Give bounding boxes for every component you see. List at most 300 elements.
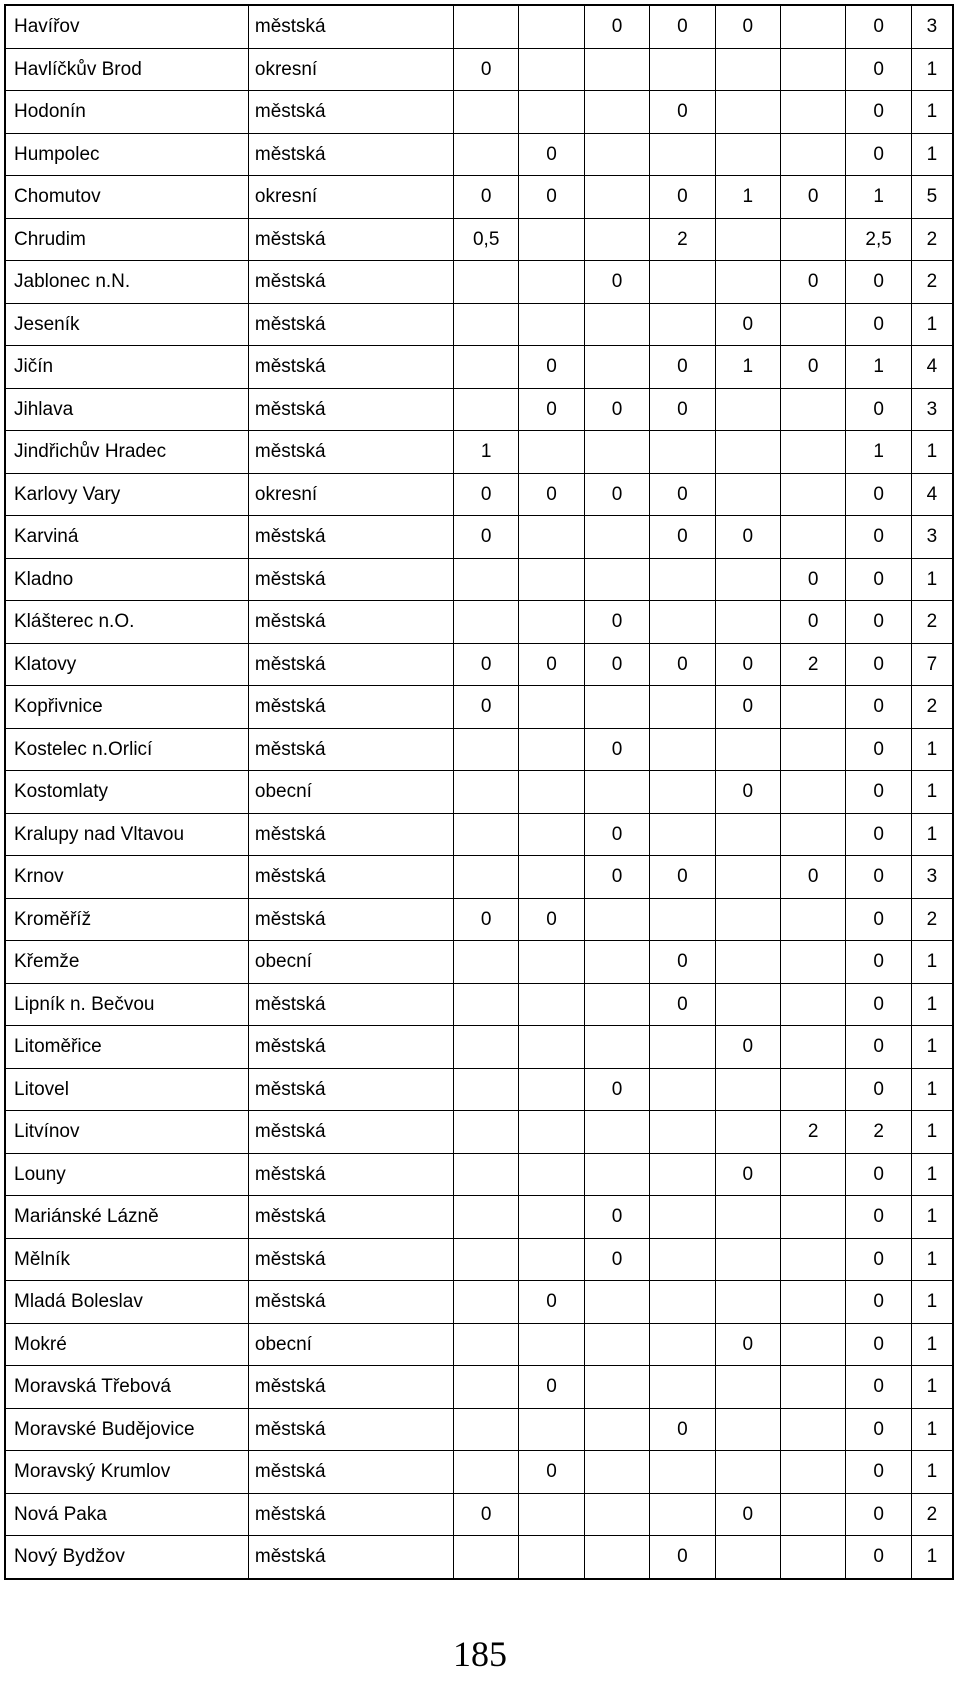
row-value-cell	[519, 1493, 584, 1536]
table-row	[5, 1408, 953, 1451]
row-type: městská	[248, 1451, 453, 1494]
row-value-cell	[715, 558, 780, 601]
row-value-cell: 2	[781, 643, 846, 686]
table-row	[5, 1536, 953, 1579]
row-value-cell	[453, 1238, 518, 1281]
table-row	[5, 1238, 953, 1281]
row-value-cell	[519, 728, 584, 771]
row-value-cell	[519, 941, 584, 984]
row-value-cell: 0	[846, 1536, 911, 1579]
row-value-cell: 1	[715, 176, 780, 219]
row-value-cell	[519, 1111, 584, 1154]
row-value-cell	[650, 728, 715, 771]
row-value-cell	[650, 1281, 715, 1324]
row-value-cell	[519, 1068, 584, 1111]
row-value-cell	[453, 1323, 518, 1366]
row-value-cell: 0	[846, 1068, 911, 1111]
row-value-cell	[584, 133, 649, 176]
row-value-cell	[781, 48, 846, 91]
row-name: Jablonec n.N.	[5, 261, 248, 304]
row-type: okresní	[248, 176, 453, 219]
row-value-cell	[519, 601, 584, 644]
row-value-cell: 0	[846, 473, 911, 516]
table-row	[5, 1323, 953, 1366]
row-total-cell: 3	[911, 388, 953, 431]
row-value-cell: 0	[715, 1153, 780, 1196]
row-total-cell: 2	[911, 898, 953, 941]
row-value-cell	[781, 813, 846, 856]
row-value-cell: 0	[519, 898, 584, 941]
row-value-cell: 0	[781, 176, 846, 219]
row-value-cell	[781, 303, 846, 346]
row-total-cell: 2	[911, 1493, 953, 1536]
row-value-cell	[781, 1026, 846, 1069]
row-value-cell: 0	[846, 1493, 911, 1536]
row-value-cell	[453, 601, 518, 644]
row-name: Havířov	[5, 5, 248, 48]
row-type: městská	[248, 813, 453, 856]
row-value-cell: 0	[715, 771, 780, 814]
table-row	[5, 516, 953, 559]
row-value-cell	[453, 1196, 518, 1239]
row-value-cell	[584, 1026, 649, 1069]
row-value-cell: 0	[846, 91, 911, 134]
row-value-cell	[715, 1111, 780, 1154]
row-value-cell: 0	[519, 388, 584, 431]
row-value-cell	[715, 218, 780, 261]
row-value-cell: 0	[715, 516, 780, 559]
table-row	[5, 1068, 953, 1111]
row-total-cell: 1	[911, 728, 953, 771]
row-value-cell	[519, 303, 584, 346]
row-value-cell	[781, 728, 846, 771]
row-value-cell: 0	[846, 303, 911, 346]
row-total-cell: 3	[911, 516, 953, 559]
row-value-cell	[715, 431, 780, 474]
row-value-cell	[781, 388, 846, 431]
row-value-cell: 0	[519, 176, 584, 219]
row-value-cell	[650, 771, 715, 814]
row-value-cell: 0	[846, 133, 911, 176]
row-value-cell	[453, 133, 518, 176]
row-type: městská	[248, 1536, 453, 1579]
row-value-cell	[584, 898, 649, 941]
row-value-cell	[650, 1153, 715, 1196]
row-value-cell: 0	[519, 1451, 584, 1494]
row-value-cell	[584, 48, 649, 91]
row-value-cell	[453, 1536, 518, 1579]
row-total-cell: 7	[911, 643, 953, 686]
table-row	[5, 898, 953, 941]
table-row	[5, 473, 953, 516]
row-total-cell: 3	[911, 5, 953, 48]
row-type: městská	[248, 1281, 453, 1324]
row-value-cell	[519, 516, 584, 559]
row-value-cell: 0	[650, 91, 715, 134]
row-name: Kroměříž	[5, 898, 248, 941]
row-value-cell	[519, 983, 584, 1026]
row-value-cell: 0	[650, 388, 715, 431]
row-value-cell	[715, 1366, 780, 1409]
row-value-cell	[781, 1451, 846, 1494]
row-value-cell	[781, 431, 846, 474]
row-value-cell	[519, 431, 584, 474]
row-value-cell	[715, 856, 780, 899]
row-value-cell: 0	[453, 1493, 518, 1536]
row-value-cell: 0	[846, 1196, 911, 1239]
row-name: Mělník	[5, 1238, 248, 1281]
row-value-cell	[781, 1536, 846, 1579]
row-value-cell	[650, 813, 715, 856]
row-value-cell	[781, 473, 846, 516]
row-value-cell	[650, 1111, 715, 1154]
table-row	[5, 48, 953, 91]
row-value-cell: 0	[650, 473, 715, 516]
row-type: městská	[248, 1196, 453, 1239]
row-value-cell: 0	[453, 686, 518, 729]
row-value-cell: 2	[781, 1111, 846, 1154]
row-type: městská	[248, 303, 453, 346]
row-value-cell	[781, 771, 846, 814]
row-total-cell: 1	[911, 558, 953, 601]
row-value-cell	[715, 1408, 780, 1451]
row-value-cell	[453, 558, 518, 601]
row-value-cell: 0	[781, 346, 846, 389]
row-type: okresní	[248, 48, 453, 91]
row-type: městská	[248, 983, 453, 1026]
row-value-cell	[781, 1281, 846, 1324]
row-value-cell	[519, 218, 584, 261]
row-value-cell	[453, 983, 518, 1026]
row-value-cell	[453, 1111, 518, 1154]
row-name: Kopřivnice	[5, 686, 248, 729]
row-name: Chomutov	[5, 176, 248, 219]
row-total-cell: 1	[911, 133, 953, 176]
row-total-cell: 5	[911, 176, 953, 219]
row-value-cell	[781, 1196, 846, 1239]
row-type: městská	[248, 856, 453, 899]
row-value-cell: 0	[846, 388, 911, 431]
row-total-cell: 2	[911, 218, 953, 261]
row-total-cell: 1	[911, 983, 953, 1026]
row-value-cell: 1	[715, 346, 780, 389]
row-value-cell	[781, 1493, 846, 1536]
row-value-cell	[715, 1451, 780, 1494]
row-value-cell	[715, 133, 780, 176]
table-row	[5, 1451, 953, 1494]
row-value-cell	[584, 176, 649, 219]
row-type: městská	[248, 261, 453, 304]
row-value-cell	[650, 431, 715, 474]
row-value-cell: 0	[453, 48, 518, 91]
row-name: Louny	[5, 1153, 248, 1196]
row-type: městská	[248, 686, 453, 729]
row-value-cell	[781, 898, 846, 941]
row-total-cell: 3	[911, 856, 953, 899]
row-value-cell: 0	[715, 643, 780, 686]
row-value-cell	[453, 856, 518, 899]
table-row	[5, 91, 953, 134]
row-value-cell: 0	[781, 601, 846, 644]
table-row	[5, 5, 953, 48]
row-value-cell	[715, 1196, 780, 1239]
row-value-cell	[715, 601, 780, 644]
row-value-cell: 0	[650, 983, 715, 1026]
row-type: obecní	[248, 941, 453, 984]
row-value-cell	[453, 261, 518, 304]
row-value-cell	[519, 813, 584, 856]
table-row	[5, 983, 953, 1026]
row-name: Klatovy	[5, 643, 248, 686]
row-name: Hodonín	[5, 91, 248, 134]
row-name: Litovel	[5, 1068, 248, 1111]
row-value-cell: 0	[846, 1366, 911, 1409]
row-name: Havlíčkův Brod	[5, 48, 248, 91]
row-value-cell	[584, 1111, 649, 1154]
row-value-cell: 0	[584, 261, 649, 304]
row-type: městská	[248, 1493, 453, 1536]
row-value-cell	[715, 91, 780, 134]
row-value-cell: 0	[846, 686, 911, 729]
row-name: Jičín	[5, 346, 248, 389]
row-value-cell	[453, 813, 518, 856]
row-value-cell	[650, 48, 715, 91]
row-value-cell: 0	[846, 643, 911, 686]
table-row	[5, 686, 953, 729]
row-value-cell: 0	[519, 1281, 584, 1324]
row-value-cell	[715, 1536, 780, 1579]
row-value-cell: 0	[846, 1238, 911, 1281]
row-name: Litvínov	[5, 1111, 248, 1154]
row-type: obecní	[248, 1323, 453, 1366]
page-number: 185	[453, 1634, 507, 1674]
row-value-cell	[453, 5, 518, 48]
row-value-cell: 0	[846, 1408, 911, 1451]
row-value-cell: 0	[846, 1323, 911, 1366]
row-total-cell: 1	[911, 1196, 953, 1239]
row-value-cell	[781, 91, 846, 134]
row-name: Chrudim	[5, 218, 248, 261]
row-value-cell	[584, 1493, 649, 1536]
row-value-cell	[519, 48, 584, 91]
row-name: Litoměřice	[5, 1026, 248, 1069]
row-value-cell	[584, 1536, 649, 1579]
row-value-cell	[715, 813, 780, 856]
row-total-cell: 1	[911, 1111, 953, 1154]
row-value-cell	[650, 303, 715, 346]
row-total-cell: 4	[911, 473, 953, 516]
row-value-cell	[453, 1451, 518, 1494]
row-value-cell: 0	[453, 473, 518, 516]
row-value-cell: 0	[650, 5, 715, 48]
row-type: městská	[248, 1408, 453, 1451]
row-type: městská	[248, 601, 453, 644]
row-value-cell	[650, 1493, 715, 1536]
row-value-cell	[650, 601, 715, 644]
row-value-cell: 0	[846, 1153, 911, 1196]
row-value-cell	[453, 303, 518, 346]
row-value-cell: 0	[846, 983, 911, 1026]
row-value-cell	[519, 1026, 584, 1069]
row-value-cell: 2	[846, 1111, 911, 1154]
row-value-cell	[519, 1153, 584, 1196]
table-row	[5, 1366, 953, 1409]
row-value-cell	[781, 1153, 846, 1196]
row-name: Kostomlaty	[5, 771, 248, 814]
row-type: obecní	[248, 771, 453, 814]
row-name: Karviná	[5, 516, 248, 559]
row-value-cell: 0	[650, 1408, 715, 1451]
row-value-cell: 0	[846, 261, 911, 304]
row-total-cell: 2	[911, 601, 953, 644]
row-value-cell	[453, 1366, 518, 1409]
row-value-cell	[715, 983, 780, 1026]
row-value-cell: 0	[584, 643, 649, 686]
table-row	[5, 643, 953, 686]
row-value-cell: 1	[846, 346, 911, 389]
row-value-cell: 0	[519, 473, 584, 516]
row-value-cell: 0	[584, 1068, 649, 1111]
row-value-cell	[650, 1366, 715, 1409]
row-total-cell: 1	[911, 1451, 953, 1494]
row-value-cell	[650, 1451, 715, 1494]
row-value-cell	[584, 771, 649, 814]
row-type: městská	[248, 218, 453, 261]
row-name: Jihlava	[5, 388, 248, 431]
row-total-cell: 1	[911, 1408, 953, 1451]
row-value-cell	[584, 686, 649, 729]
row-type: městská	[248, 728, 453, 771]
row-value-cell: 0	[519, 643, 584, 686]
row-value-cell	[715, 388, 780, 431]
row-value-cell	[453, 1153, 518, 1196]
row-value-cell	[715, 1281, 780, 1324]
row-value-cell	[584, 1408, 649, 1451]
row-value-cell	[781, 941, 846, 984]
row-value-cell	[650, 1068, 715, 1111]
row-name: Moravský Krumlov	[5, 1451, 248, 1494]
row-value-cell: 0	[715, 1323, 780, 1366]
row-value-cell	[519, 1536, 584, 1579]
row-value-cell	[650, 898, 715, 941]
row-total-cell: 1	[911, 431, 953, 474]
row-name: Nová Paka	[5, 1493, 248, 1536]
row-value-cell	[519, 771, 584, 814]
row-name: Karlovy Vary	[5, 473, 248, 516]
row-value-cell: 0	[846, 5, 911, 48]
row-value-cell: 0	[453, 516, 518, 559]
table-row	[5, 346, 953, 389]
row-value-cell: 0	[781, 261, 846, 304]
row-value-cell: 0	[715, 686, 780, 729]
row-name: Jeseník	[5, 303, 248, 346]
row-name: Klášterec n.O.	[5, 601, 248, 644]
row-name: Nový Bydžov	[5, 1536, 248, 1579]
row-value-cell	[781, 983, 846, 1026]
row-value-cell	[715, 941, 780, 984]
row-name: Krnov	[5, 856, 248, 899]
row-value-cell: 0	[453, 176, 518, 219]
row-value-cell	[584, 1451, 649, 1494]
row-total-cell: 1	[911, 48, 953, 91]
row-value-cell: 0	[584, 1196, 649, 1239]
row-value-cell: 0	[650, 941, 715, 984]
row-value-cell	[453, 728, 518, 771]
row-value-cell: 2	[650, 218, 715, 261]
table-row	[5, 558, 953, 601]
row-value-cell	[781, 1408, 846, 1451]
row-value-cell	[781, 1068, 846, 1111]
row-value-cell	[781, 133, 846, 176]
row-type: městská	[248, 1153, 453, 1196]
row-value-cell: 0	[584, 813, 649, 856]
table-row	[5, 813, 953, 856]
row-value-cell	[519, 1238, 584, 1281]
row-value-cell	[781, 5, 846, 48]
row-value-cell	[519, 1408, 584, 1451]
row-total-cell: 1	[911, 813, 953, 856]
row-total-cell: 1	[911, 1026, 953, 1069]
row-value-cell: 0	[846, 728, 911, 771]
row-value-cell: 0	[846, 1026, 911, 1069]
table-row	[5, 601, 953, 644]
row-value-cell	[519, 686, 584, 729]
table-row	[5, 1111, 953, 1154]
row-value-cell	[650, 1196, 715, 1239]
row-value-cell: 0	[519, 346, 584, 389]
row-total-cell: 2	[911, 261, 953, 304]
row-value-cell	[453, 1068, 518, 1111]
row-name: Humpolec	[5, 133, 248, 176]
row-value-cell	[584, 941, 649, 984]
table-row	[5, 431, 953, 474]
row-value-cell: 1	[846, 176, 911, 219]
row-value-cell	[715, 1068, 780, 1111]
row-value-cell: 0	[584, 1238, 649, 1281]
table-row	[5, 771, 953, 814]
row-value-cell: 0	[846, 601, 911, 644]
row-value-cell	[715, 728, 780, 771]
row-value-cell	[453, 1408, 518, 1451]
row-value-cell	[453, 941, 518, 984]
row-value-cell: 0,5	[453, 218, 518, 261]
table-row	[5, 388, 953, 431]
table-row	[5, 133, 953, 176]
row-name: Křemže	[5, 941, 248, 984]
row-value-cell: 1	[453, 431, 518, 474]
row-value-cell	[650, 261, 715, 304]
row-type: městská	[248, 91, 453, 134]
table-row	[5, 856, 953, 899]
row-type: městská	[248, 1068, 453, 1111]
row-value-cell: 0	[584, 728, 649, 771]
row-total-cell: 2	[911, 686, 953, 729]
row-value-cell: 0	[846, 1451, 911, 1494]
row-value-cell: 2,5	[846, 218, 911, 261]
table-row	[5, 218, 953, 261]
row-value-cell: 0	[846, 771, 911, 814]
table-row	[5, 1281, 953, 1324]
row-total-cell: 1	[911, 1281, 953, 1324]
row-value-cell	[715, 261, 780, 304]
row-type: městská	[248, 133, 453, 176]
row-value-cell: 0	[584, 473, 649, 516]
row-name: Moravské Budějovice	[5, 1408, 248, 1451]
row-value-cell: 0	[650, 856, 715, 899]
row-value-cell: 0	[584, 5, 649, 48]
row-value-cell: 0	[650, 516, 715, 559]
row-value-cell: 0	[846, 813, 911, 856]
